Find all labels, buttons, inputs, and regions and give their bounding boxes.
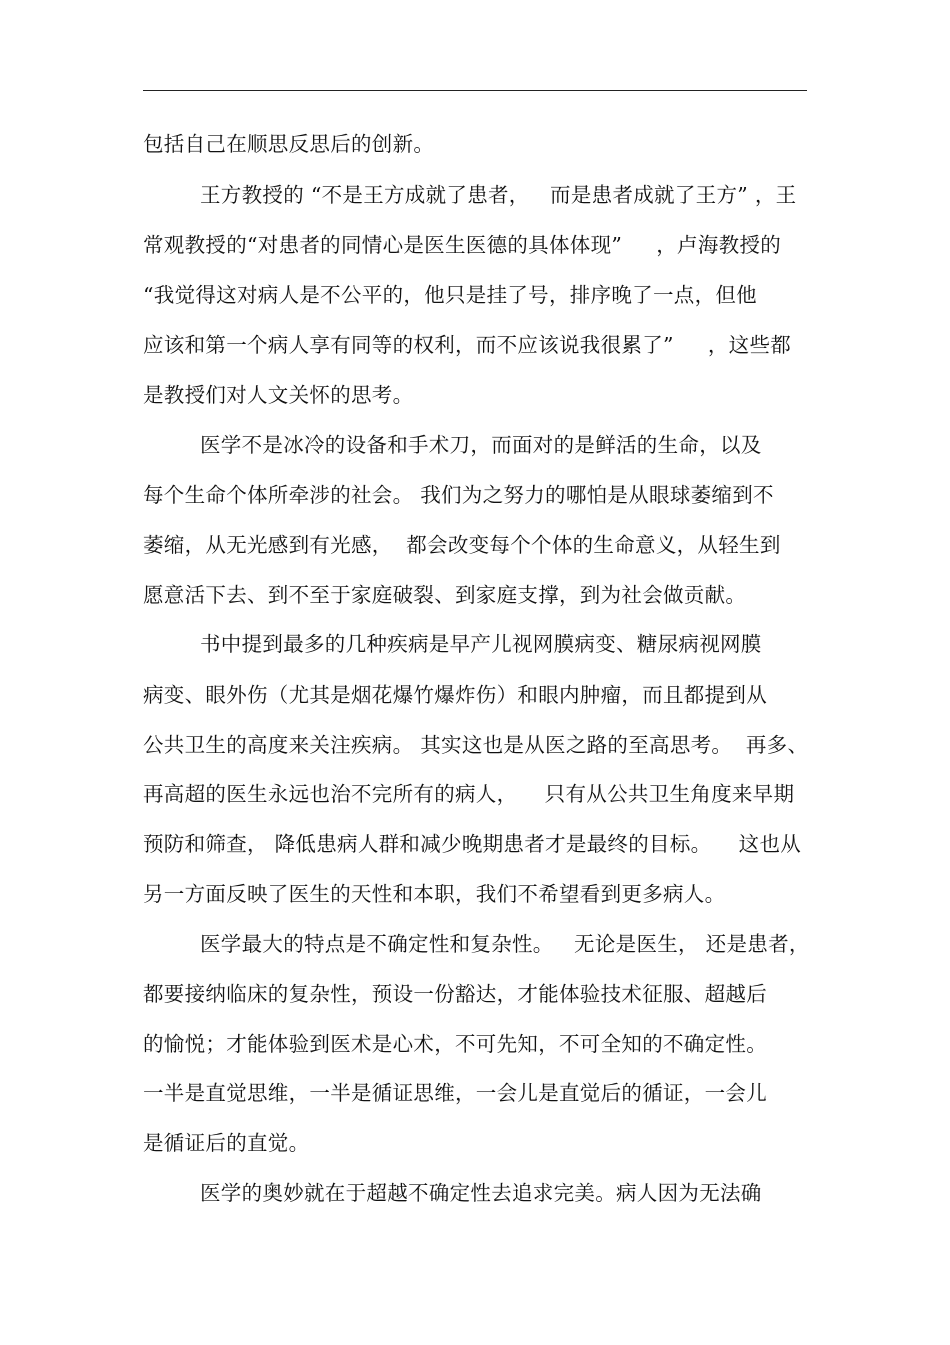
text-line: 应该和第一个病人享有同等的权利，而不应该说我很累了” ，这些都 (143, 333, 792, 357)
header-rule (143, 90, 807, 91)
text-line: 另一方面反映了医生的天性和本职，我们不希望看到更多病人。 (143, 882, 726, 906)
text-line: 愿意活下去、到不至于家庭破裂、到家庭支撑，到为社会做贡献。 (143, 583, 747, 607)
text-line: 萎缩，从无光感到有光感， 都会改变每个个体的生命意义，从轻生到 (143, 533, 781, 557)
text-line: “我觉得这对病人是不公平的，他只是挂了号，排序晚了一点，但他 (143, 283, 757, 307)
text-line: 病变、眼外伤（尤其是烟花爆竹爆炸伤）和眼内肿瘤，而且都提到从 (143, 683, 767, 707)
text-line: 的愉悦；才能体验到医术是心术，不可先知，不可全知的不确定性。 (143, 1032, 767, 1056)
text-line: 是教授们对人文关怀的思考。 (143, 383, 414, 407)
text-line: 预防和筛查， 降低患病人群和减少晚期患者才是最终的目标。 这也从 (143, 832, 802, 856)
text-line: 公共卫生的高度来关注疾病。 其实这也是从医之路的至高思考。 再多、 (143, 733, 809, 757)
text-line: 书中提到最多的几种疾病是早产儿视网膜病变、糖尿病视网膜 (200, 632, 762, 656)
text-line: 一半是直觉思维，一半是循证思维，一会儿是直觉后的循证，一会儿 (143, 1081, 767, 1105)
text-line: 医学最大的特点是不确定性和复杂性。 无论是医生， 还是患者， (200, 932, 810, 956)
text-line: 每个生命个体所牵涉的社会。 我们为之努力的哪怕是从眼球萎缩到不 (143, 483, 774, 507)
text-line: 医学的奥妙就在于超越不确定性去追求完美。病人因为无法确 (200, 1181, 762, 1205)
text-line: 再高超的医生永远也治不完所有的病人， 只有从公共卫生角度来早期 (143, 782, 795, 806)
text-line: 常观教授的“对患者的同情心是医生医德的具体体现” ，卢海教授的 (143, 233, 782, 257)
text-line: 王方教授的 “不是王方成就了患者， 而是患者成就了王方” ，王 (200, 183, 797, 207)
text-line: 包括自己在顺思反思后的创新。 (143, 132, 435, 156)
text-line: 医学不是冰冷的设备和手术刀，而面对的是鲜活的生命，以及 (200, 433, 762, 457)
text-line: 都要接纳临床的复杂性，预设一份豁达，才能体验技术征服、超越后 (143, 982, 767, 1006)
text-line: 是循证后的直觉。 (143, 1131, 310, 1155)
